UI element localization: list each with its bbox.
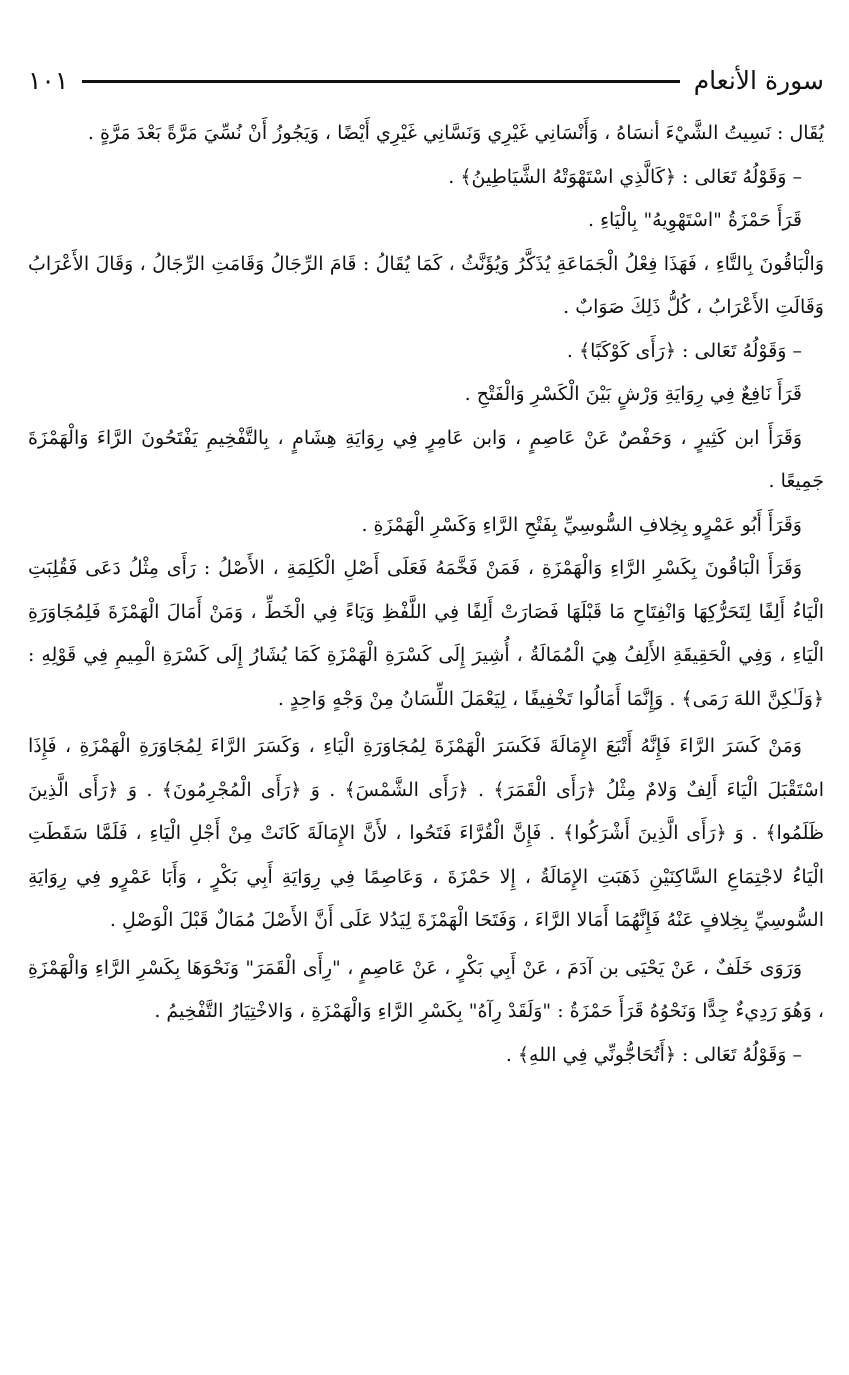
paragraph-6: قَرَأَ نَافِعٌ فِي رِوَايَةِ وَرْشٍ بَيْنَ الْكَسْرِ وَالْفَتْحِ . [464, 383, 802, 405]
paragraph-7: وَقَرَأَ ابن كَثِيرٍ ، وَحَفْصٌ عَنْ عَاصِمٍ ، وَابن عَامِرٍ فِي رِوَايَةِ هِشَامٍ ، بِالتَّفْخِيمِ يَفْتَحُونَ الرَّاءَ وَالْهَمْزَةَ جَمِيعًا . [28, 426, 824, 492]
header-rule [82, 80, 679, 83]
paragraph-3: قَرَأَ حَمْزَةُ "اسْتَهْوِيهُ" بِالْيَاءِ . [588, 209, 802, 231]
paragraph-4: وَالْبَاقُونَ بِالتَّاءِ ، فَهَذَا فِعْلُ الْجَمَاعَةِ يُذَكَّرُ وَيُؤَنَّثُ ، كَمَا يُقَالُ : قَامَ الرِّجَالُ وَقَامَتِ الرِّجَالُ ، وَقَالَ الأَعْرَابُ وَقَالَتِ الأَعْرَابُ ، كُلُّ ذَلِكَ صَوَابٌ . [28, 252, 824, 318]
paragraph-5: – وَقَوْلُهُ تَعَالى : ﴿رَأَى كَوْكَبًا﴾ . [566, 339, 802, 362]
paragraph-11: وَرَوَى خَلَفٌ ، عَنْ يَحْيَى بن آدَمَ ، عَنْ أَبِي بَكْرٍ ، عَنْ عَاصِمٍ ، "رِأَى الْقَمَرَ" وَنَحْوَهَا بِكَسْرِ الرَّاءِ وَالْهَمْزَةِ ، وَهُوَ رَدِيءٌ جِدًّا وَنَحْوُهُ قَرَأَ حَمْزَةُ : "وَلَقَدْ رِآهُ" بِكَسْرِ الرَّاءِ وَالْهَمْزَةِ ، وَالاخْتِيَارُ التَّفْخِيمُ . [28, 956, 824, 1022]
book-page [28, 60, 824, 1360]
page-number: ١٠١ [28, 65, 69, 95]
paragraph-10: وَمَنْ كَسَرَ الرَّاءَ فَإِنَّهُ أَتْبَعَ الإِمَالَةَ فَكَسَرَ الْهَمْزَةَ لِمُجَاوَرَةِ الْيَاءِ ، وَكَسَرَ الرَّاءَ لِمُجَاوَرَةِ الْهَمْزَةِ ، فَإِذَا اسْتَقْبَلَ الْيَاءَ أَلِفٌ وَلامٌ مِثْلُ ﴿رَأَى الْقَمَرَ﴾ . ﴿رَأَى الشَّمْسَ﴾ . وَ ﴿رَأَى الْمُجْرِمُونَ﴾ . وَ ﴿رَأَى الَّذِينَ ظَلَمُوا﴾ . وَ ﴿رَأَى الَّذِينَ أَشْرَكُوا﴾ . فَإِنَّ الْقُرَّاءَ فَتَحُوا ، لأَنَّ الإِمَالَةَ كَانَتْ مِنْ أَجْلِ الْيَاءِ ، فَلَمَّا سَقَطَتِ الْيَاءُ لاجْتِمَاعِ السَّاكِنَيْنِ ذَهَبَتِ الإِمَالَةُ ، إِلا حَمْزَةَ ، وَعَاصِمًا فِي رِوَايَةِ أَبِي بَكْرٍ ، وَأَبَا عَمْرٍو فِي رِوَايَةِ السُّوسِيِّ بِخِلافٍ عَنْهُ فَإِنَّهُمَا أَمَالا الرَّاءَ ، وَفَتَحَا الْهَمْزَةَ لِيَدُلا عَلَى أَنَّ الأَصْلَ مُمَالٌ قَبْلَ الْوَصْلِ . [28, 735, 824, 931]
paragraph-8: وَقَرَأَ أَبُو عَمْرٍو بِخِلافِ السُّوسِيِّ بِفَتْحِ الرَّاءِ وَكَسْرِ الْهَمْزَةِ . [361, 513, 802, 536]
paragraph-12: – وَقَوْلُهُ تَعَالى : ﴿أَتُحَاجُّونِّي فِي اللهِ﴾ . [505, 1043, 802, 1066]
paragraph-1: يُقَال : نَسِيتُ الشَّيْءَ أنسَاهُ ، وَأَنْسَانِي غَيْرِي وَنَسَّانِي غَيْرِي أَيْضًا ، وَيَجُوزُ أَنْ نُسِّيَ مَرَّةً بَعْدَ مَرَّةٍ . [87, 122, 824, 144]
paragraph-9: وَقَرَأَ الْبَاقُونَ بِكَسْرِ الرَّاءِ وَالْهَمْزَةِ ، فَمَنْ فَخَّمَهُ فَعَلَى أَصْلِ الْكَلِمَةِ ، الأَصْلُ : رَأَى مِثْلُ دَعَى فَقُلِبَتِ الْيَاءُ أَلِفًا لِتَحَرُّكِهَا وَانْفِتَاحِ مَا قَبْلَهَا فَصَارَتْ أَلِفًا فِي اللَّفْظِ وَيَاءً فِي الْخَطِّ ، وَمَنْ أَمَالَ الْهَمْزَةَ فَلِمُجَاوَرَةِ الْيَاءِ ، وَفِي الْحَقِيقَةِ الأَلِفُ هِيَ الْمُمَالَةُ ، أُشِيرَ إِلَى كَسْرَةِ الْهَمْزَةِ كَمَا يُشَارُ إِلَى كَسْرَةِ الْمِيمِ فِي قَوْلِهِ : ﴿وَلَـٰكِنَّ اللهَ رَمَى﴾ . وَإِنَّمَا أَمَالُوا تَخْفِيفًا ، لِيَعْمَلَ اللِّسَانُ مِنْ وَجْهٍ وَاحِدٍ . [28, 557, 824, 710]
running-head [28, 60, 824, 100]
surah-title: سورة الأنعام [693, 65, 824, 95]
paragraph-2: – وَقَوْلُهُ تَعَالى : ﴿كَالَّذِي اسْتَهْوَتْهُ الشَّيَاطِينُ﴾ . [448, 165, 802, 188]
body-text [28, 112, 824, 1077]
